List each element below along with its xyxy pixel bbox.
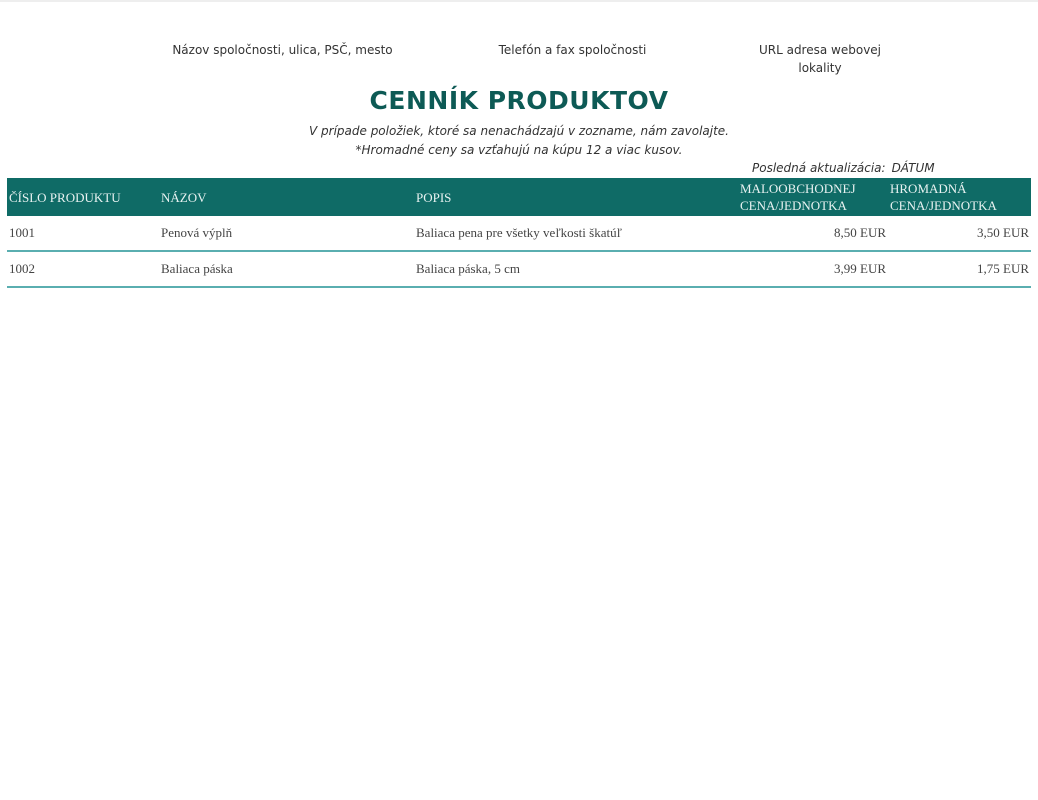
- retail-price: 3,99 EUR: [738, 251, 888, 287]
- product-number: 1002: [7, 251, 159, 287]
- table-header-row: [7, 178, 1031, 216]
- product-number: 1001: [7, 216, 159, 251]
- bulk-price: 1,75 EUR: [888, 251, 1031, 287]
- col-name: NÁZOV: [159, 178, 414, 216]
- note-line-2: *Hromadné ceny sa vzťahujú na kúpu 12 a viac kusov.: [355, 143, 683, 157]
- company-phone: Telefón a fax spoločnosti: [498, 43, 647, 57]
- product-name: Penová výplň: [159, 216, 414, 251]
- page-title: CENNÍK PRODUKTOV: [369, 86, 669, 115]
- bulk-price: 3,50 EUR: [888, 216, 1031, 251]
- product-description: Baliaca pena pre všetky veľkosti škatúľ: [414, 216, 738, 251]
- last-updated-value: DÁTUM: [891, 161, 935, 175]
- table-row: [7, 251, 1031, 287]
- product-name: Baliaca páska: [159, 251, 414, 287]
- company-url: URL adresa webovej lokality: [758, 43, 882, 75]
- product-description: Baliaca páska, 5 cm: [414, 251, 738, 287]
- company-address: Názov spoločnosti, ulica, PSČ, mesto: [172, 43, 393, 57]
- last-updated-label: Posledná aktualizácia:: [752, 161, 886, 175]
- col-product-number: ČÍSLO PRODUKTU: [7, 178, 159, 216]
- price-table: [7, 178, 1031, 288]
- last-updated: [752, 161, 935, 175]
- retail-price: 8,50 EUR: [738, 216, 888, 251]
- page-top-border: [0, 0, 1038, 2]
- col-description: POPIS: [414, 178, 738, 216]
- note-line-1: V prípade položiek, ktoré sa nenachádzajú v zozname, nám zavolajte.: [309, 124, 729, 138]
- table-row: [7, 216, 1031, 251]
- col-retail-price: MALOOBCHODNEJ CENA/JEDNOTKA: [738, 178, 888, 216]
- col-bulk-price: HROMADNÁ CENA/JEDNOTKA: [888, 178, 1031, 216]
